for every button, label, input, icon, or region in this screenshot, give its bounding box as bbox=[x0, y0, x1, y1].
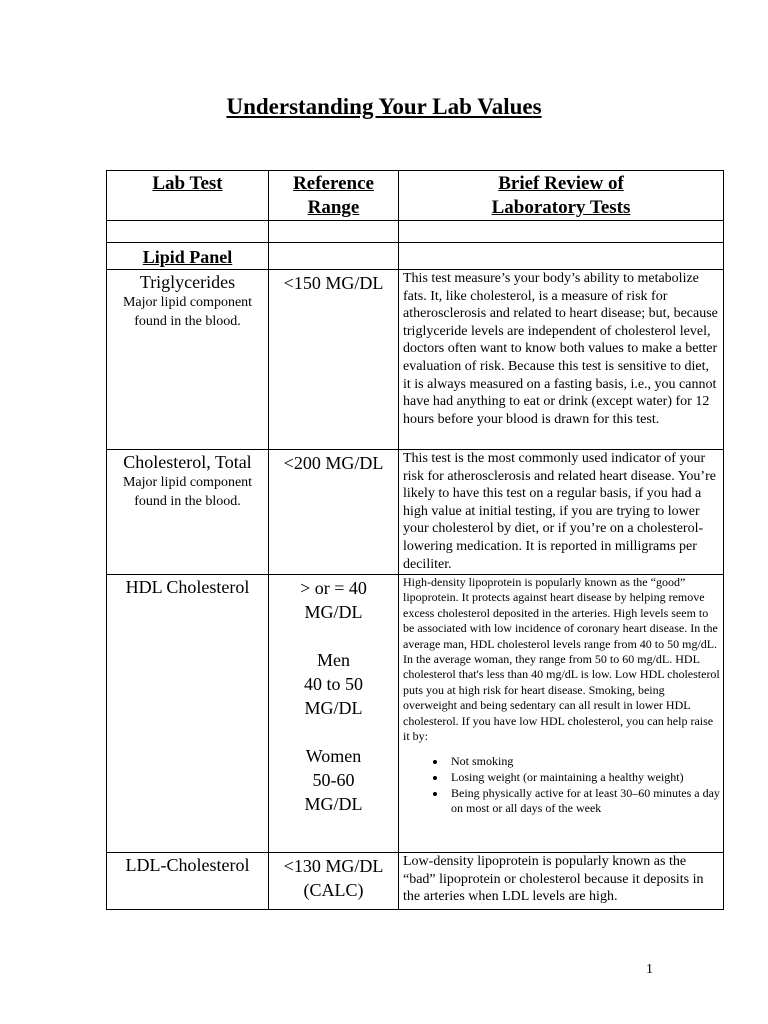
section-title: Lipid Panel bbox=[142, 247, 233, 267]
review-cell bbox=[399, 450, 724, 575]
test-description-line1: Major lipid component bbox=[122, 295, 253, 310]
test-cell bbox=[107, 575, 269, 853]
review-cell bbox=[399, 853, 724, 910]
test-name: Cholesterol, Total bbox=[123, 452, 252, 472]
empty-row bbox=[107, 221, 724, 243]
test-name: Triglycerides bbox=[139, 272, 236, 292]
header-brief-review-line1: Brief Review of bbox=[498, 173, 624, 194]
reference-range-general-line2: MG/DL bbox=[304, 602, 363, 622]
test-name: HDL Cholesterol bbox=[125, 577, 250, 597]
header-reference-range-line2: Range bbox=[307, 197, 360, 218]
reference-range-men-line1: 40 to 50 bbox=[303, 674, 363, 694]
range-cell bbox=[269, 270, 399, 450]
range-cell bbox=[269, 853, 399, 910]
test-description-line1: Major lipid component bbox=[122, 475, 253, 490]
test-description-line2: found in the blood. bbox=[134, 314, 241, 329]
reference-range: <150 MG/DL bbox=[283, 273, 384, 293]
table-row-hdl-cholesterol bbox=[107, 575, 724, 853]
reference-range-line2: (CALC) bbox=[303, 880, 364, 900]
range-cell bbox=[269, 575, 399, 853]
review-text: High-density lipoprotein is popularly known as the “good” lipoprotein. It protects against heart disease by helping remove excess cholesterol deposited in the arteries. High levels seem to be associated with low incidence of coronary heart disease. In the average man, HDL cholesterol levels range from 40 to 50 mg/dL. In the average woman, they range from 50 to 60 mg/dL. HDL cholesterol that's less than 40 mg/dL is low. Low HDL cholesterol puts you at high risk for heart disease. Smoking, being overweight and being sedentary can all result in lower HDL cholesterol. If you have low HDL cholesterol, you can help raise it by: bbox=[403, 575, 720, 744]
reference-range-women-line2: MG/DL bbox=[304, 794, 363, 814]
test-cell bbox=[107, 270, 269, 450]
test-cell bbox=[107, 853, 269, 910]
reference-range-women-label: Women bbox=[305, 746, 362, 766]
bullet-list bbox=[399, 754, 723, 816]
reference-range-women-line1: 50-60 bbox=[312, 770, 355, 790]
table-row-ldl-cholesterol bbox=[107, 853, 724, 910]
page-title: Understanding Your Lab Values bbox=[226, 94, 542, 119]
reference-range-line1: <130 MG/DL bbox=[283, 856, 384, 876]
list-item: • Losing weight (or maintaining a healthy weight) bbox=[447, 770, 723, 786]
list-item: • Not smoking bbox=[447, 754, 723, 770]
reference-range-men-line2: MG/DL bbox=[304, 698, 363, 718]
test-cell bbox=[107, 450, 269, 575]
header-reference-range bbox=[269, 171, 399, 221]
section-cell bbox=[107, 243, 269, 270]
header-lab-test bbox=[107, 171, 269, 221]
header-brief-review-line2: Laboratory Tests bbox=[491, 197, 631, 218]
review-cell bbox=[399, 270, 724, 450]
header-lab-test-label: Lab Test bbox=[152, 173, 223, 194]
list-item: • Being physically active for at least 30–60 minutes a day on most or all days of the week bbox=[447, 786, 723, 817]
page-number: 1 bbox=[646, 962, 653, 977]
test-description-line2: found in the blood. bbox=[134, 494, 241, 509]
review-text: This test is the most commonly used indicator of your risk for atherosclerosis and related heart disease. You’re likely to have this test on a regular basis, if you had a high value at initial testing, if you are trying to lower your cholesterol by diet, or if you’re on a cholesterol-lowering medication. It is reported in milligrams per deciliter. bbox=[403, 451, 716, 572]
reference-range-general-line1: > or = 40 bbox=[300, 578, 367, 598]
reference-range-men-label: Men bbox=[317, 650, 350, 670]
review-text: This test measure’s your body’s ability to metabolize fats. It, like cholesterol, is a measure of risk for atherosclerosis and related to heart disease; but, because triglyceride levels are independent of cholesterol level, doctors often want to know both values to make a better evaluation of risk. Because this test is sensitive to diet, it is always measured on a fasting basis, i.e., you cannot have had anything to eat or drink (except water) for 12 hours before your blood is drawn for this test. bbox=[403, 271, 718, 427]
test-name: LDL-Cholesterol bbox=[125, 855, 250, 875]
review-cell bbox=[399, 575, 724, 853]
header-reference-range-line1: Reference bbox=[293, 173, 374, 194]
review-text: Low-density lipoprotein is popularly known as the “bad” lipoprotein or cholesterol because it deposits in the arteries when LDL levels are high. bbox=[403, 854, 704, 905]
header-brief-review bbox=[399, 171, 724, 221]
reference-range: <200 MG/DL bbox=[283, 453, 384, 473]
section-row bbox=[107, 243, 724, 270]
table-row-triglycerides bbox=[107, 270, 724, 450]
table-row-cholesterol-total bbox=[107, 450, 724, 575]
table-header-row bbox=[107, 171, 724, 221]
lab-values-table bbox=[106, 170, 724, 910]
range-cell bbox=[269, 450, 399, 575]
